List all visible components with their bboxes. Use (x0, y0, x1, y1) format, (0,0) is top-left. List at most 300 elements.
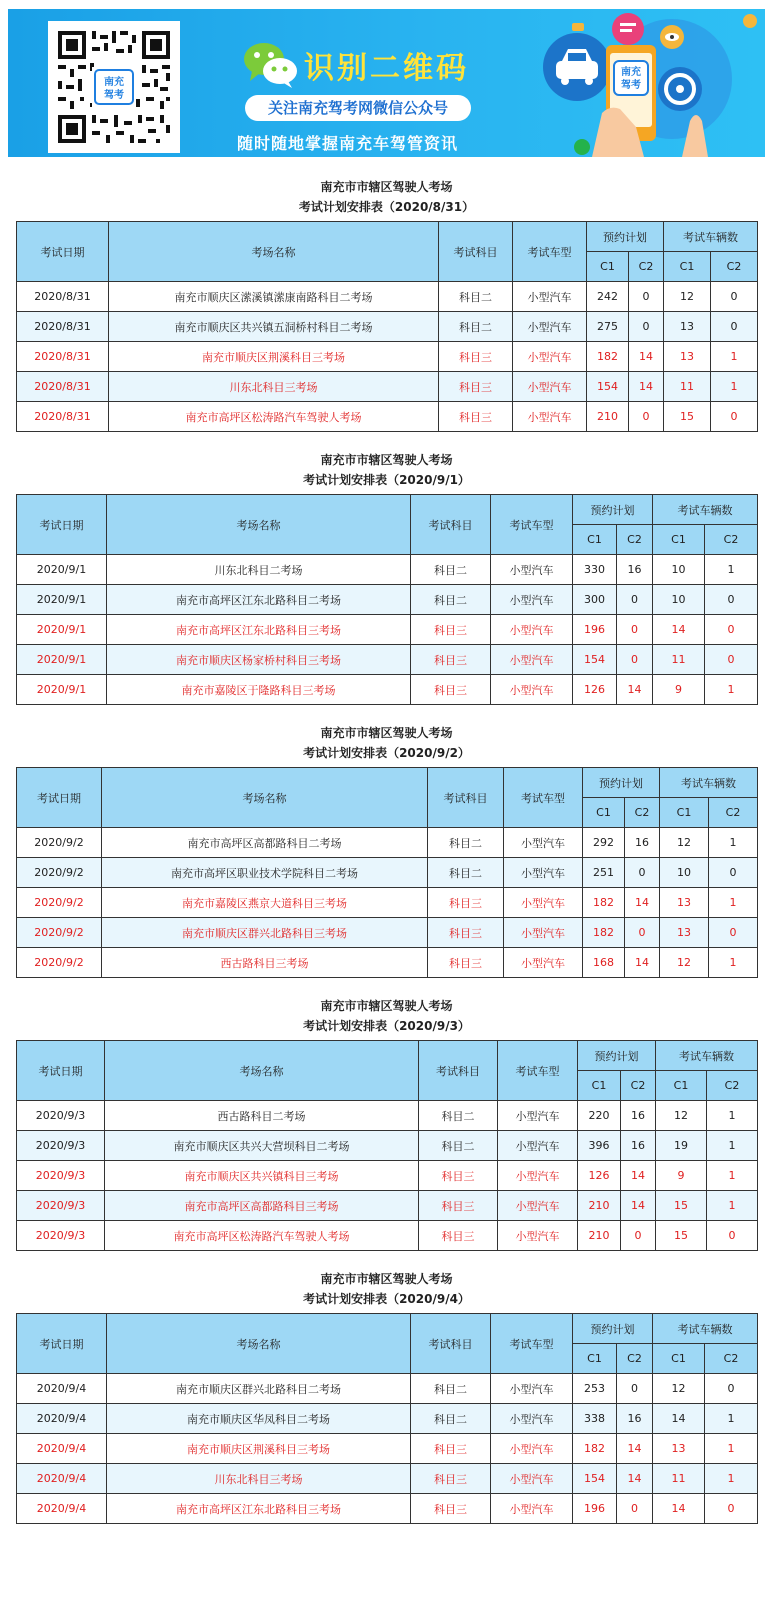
cell-plan-c2: 16 (621, 1131, 656, 1161)
cell-subject: 科目二 (411, 555, 491, 585)
table-row (17, 1494, 758, 1524)
cell-plan-c2: 16 (617, 555, 653, 585)
cell-vehicle: 小型汽车 (504, 828, 583, 858)
table-row (17, 888, 758, 918)
cell-date: 2020/9/1 (17, 555, 107, 585)
header-vehicle: 考试车型 (498, 1041, 578, 1101)
header-plan-c2: C2 (625, 798, 660, 828)
header-date: 考试日期 (17, 1041, 105, 1101)
cell-cars-c2: 1 (705, 1434, 758, 1464)
section-title-main: 南充市市辖区驾驶人考场 (320, 180, 453, 194)
section-title-main: 南充市市辖区驾驶人考场 (320, 453, 453, 467)
header-plan-c1: C1 (573, 1344, 617, 1374)
cell-plan-c1: 275 (587, 312, 629, 342)
cell-venue: 川东北科目三考场 (107, 1464, 411, 1494)
header-venue: 考场名称 (107, 495, 411, 555)
table-row (17, 1221, 758, 1251)
phone-illustration (532, 9, 765, 157)
cell-plan-c2: 14 (617, 1464, 653, 1494)
header-cars: 考试车辆数 (653, 495, 758, 525)
cell-vehicle: 小型汽车 (491, 615, 573, 645)
schedule-table (16, 767, 758, 978)
header-subject: 考试科目 (411, 1314, 491, 1374)
table-row (17, 312, 758, 342)
table-body (17, 828, 758, 978)
cell-date: 2020/8/31 (17, 402, 109, 432)
header-cars-c1: C1 (660, 798, 709, 828)
cell-date: 2020/9/2 (17, 858, 102, 888)
cell-date: 2020/9/2 (17, 918, 102, 948)
cell-subject: 科目二 (411, 585, 491, 615)
cell-plan-c1: 154 (573, 1464, 617, 1494)
table-body (17, 1374, 758, 1524)
cell-cars-c2: 0 (711, 282, 758, 312)
cell-cars-c2: 1 (709, 828, 758, 858)
schedule-section (8, 996, 765, 1251)
cell-plan-c1: 126 (578, 1161, 621, 1191)
cell-date: 2020/9/1 (17, 615, 107, 645)
cell-plan-c2: 0 (617, 615, 653, 645)
cell-cars-c1: 11 (653, 1464, 705, 1494)
cell-venue: 川东北科目二考场 (107, 555, 411, 585)
schedule-section (8, 450, 765, 705)
cell-subject: 科目二 (439, 312, 513, 342)
schedule-section (8, 177, 765, 432)
cell-plan-c2: 0 (617, 1374, 653, 1404)
cell-cars-c1: 12 (660, 828, 709, 858)
cell-plan-c2: 0 (617, 1494, 653, 1524)
cell-date: 2020/9/3 (17, 1101, 105, 1131)
header-date: 考试日期 (17, 768, 102, 828)
cell-plan-c1: 196 (573, 615, 617, 645)
cell-subject: 科目三 (411, 675, 491, 705)
cell-cars-c1: 12 (664, 282, 711, 312)
cell-cars-c1: 10 (660, 858, 709, 888)
cell-cars-c2: 0 (705, 1494, 758, 1524)
cell-venue: 南充市高坪区江东北路科目三考场 (107, 1494, 411, 1524)
table-row (17, 1464, 758, 1494)
table-body (17, 555, 758, 705)
header-plan-c1: C1 (587, 252, 629, 282)
cell-subject: 科目二 (419, 1101, 498, 1131)
cell-venue: 南充市高坪区江东北路科目三考场 (107, 615, 411, 645)
cell-plan-c1: 182 (583, 918, 625, 948)
header-plan-c2: C2 (621, 1071, 656, 1101)
cell-cars-c2: 1 (707, 1101, 758, 1131)
cell-vehicle: 小型汽车 (498, 1131, 578, 1161)
cell-venue: 南充市顺庆区荆溪科目三考场 (107, 1434, 411, 1464)
cell-plan-c1: 396 (578, 1131, 621, 1161)
cell-cars-c1: 12 (653, 1374, 705, 1404)
cell-vehicle: 小型汽车 (504, 858, 583, 888)
header-date: 考试日期 (17, 222, 109, 282)
cell-plan-c1: 253 (573, 1374, 617, 1404)
cell-cars-c2: 0 (711, 312, 758, 342)
cell-subject: 科目二 (428, 828, 504, 858)
cell-cars-c1: 9 (653, 675, 705, 705)
cell-plan-c2: 0 (629, 312, 664, 342)
header-plan: 预约计划 (573, 495, 653, 525)
cell-date: 2020/9/1 (17, 675, 107, 705)
schedule-table (16, 1313, 758, 1524)
cell-cars-c1: 9 (656, 1161, 707, 1191)
wechat-icon (242, 39, 300, 93)
cell-cars-c1: 11 (664, 372, 711, 402)
eye-icon (660, 25, 684, 49)
cell-cars-c2: 0 (705, 585, 758, 615)
schedule-table (16, 494, 758, 705)
cell-plan-c2: 0 (625, 858, 660, 888)
cell-venue: 南充市嘉陵区于隆路科目三考场 (107, 675, 411, 705)
table-row (17, 1131, 758, 1161)
cell-date: 2020/9/3 (17, 1191, 105, 1221)
cell-plan-c2: 14 (629, 372, 664, 402)
cell-venue: 南充市顺庆区共兴镇科目三考场 (105, 1161, 419, 1191)
cell-date: 2020/8/31 (17, 312, 109, 342)
cell-vehicle: 小型汽车 (498, 1221, 578, 1251)
cell-venue: 南充市高坪区松涛路汽车驾驶人考场 (109, 402, 439, 432)
qr-brand-line2: 驾考 (104, 90, 124, 101)
cell-date: 2020/9/4 (17, 1374, 107, 1404)
cell-subject: 科目三 (419, 1161, 498, 1191)
table-row (17, 615, 758, 645)
table-row (17, 1374, 758, 1404)
section-title-sub: 考试计划安排表（2020/9/3） (303, 1019, 470, 1033)
cell-plan-c1: 182 (573, 1434, 617, 1464)
table-row (17, 282, 758, 312)
cell-plan-c2: 16 (621, 1101, 656, 1131)
table-row (17, 372, 758, 402)
cell-cars-c2: 1 (709, 888, 758, 918)
cell-date: 2020/9/2 (17, 948, 102, 978)
table-row (17, 828, 758, 858)
cell-plan-c2: 16 (625, 828, 660, 858)
header-plan-c1: C1 (583, 798, 625, 828)
cell-cars-c2: 0 (707, 1221, 758, 1251)
cell-plan-c2: 14 (625, 948, 660, 978)
cell-plan-c1: 154 (573, 645, 617, 675)
header-vehicle: 考试车型 (491, 495, 573, 555)
cell-date: 2020/8/31 (17, 372, 109, 402)
cell-vehicle: 小型汽车 (513, 282, 587, 312)
cell-venue: 南充市顺庆区杨家桥村科目三考场 (107, 645, 411, 675)
cell-subject: 科目二 (411, 1404, 491, 1434)
cell-cars-c1: 12 (660, 948, 709, 978)
cell-cars-c2: 1 (705, 1464, 758, 1494)
header-cars-c1: C1 (664, 252, 711, 282)
schedule-section (8, 1269, 765, 1524)
header-cars-c1: C1 (653, 1344, 705, 1374)
cell-subject: 科目三 (411, 1434, 491, 1464)
cell-venue: 南充市顺庆区群兴北路科目三考场 (102, 918, 428, 948)
section-title-sub: 考试计划安排表（2020/8/31） (298, 200, 475, 214)
cell-vehicle: 小型汽车 (504, 888, 583, 918)
cell-plan-c1: 210 (578, 1191, 621, 1221)
cell-plan-c2: 14 (629, 342, 664, 372)
cell-cars-c2: 1 (705, 1404, 758, 1434)
cell-date: 2020/9/2 (17, 828, 102, 858)
header-plan-c2: C2 (617, 525, 653, 555)
qr-code[interactable] (48, 21, 180, 153)
header-cars-c2: C2 (705, 525, 758, 555)
header-venue: 考场名称 (107, 1314, 411, 1374)
header-cars: 考试车辆数 (664, 222, 758, 252)
wechat-banner (8, 9, 765, 157)
chat-icon (612, 13, 644, 45)
cell-date: 2020/9/2 (17, 888, 102, 918)
cell-subject: 科目二 (411, 1374, 491, 1404)
header-plan-c1: C1 (578, 1071, 621, 1101)
header-subject: 考试科目 (411, 495, 491, 555)
cell-plan-c1: 242 (587, 282, 629, 312)
table-row (17, 675, 758, 705)
cell-cars-c1: 14 (653, 1404, 705, 1434)
table-row (17, 402, 758, 432)
cell-plan-c2: 0 (629, 282, 664, 312)
cell-cars-c2: 0 (705, 1374, 758, 1404)
cell-plan-c1: 126 (573, 675, 617, 705)
header-plan: 预约计划 (587, 222, 664, 252)
cell-venue: 川东北科目三考场 (109, 372, 439, 402)
cell-vehicle: 小型汽车 (491, 675, 573, 705)
cell-date: 2020/9/1 (17, 645, 107, 675)
cell-subject: 科目三 (411, 615, 491, 645)
cell-cars-c1: 13 (660, 888, 709, 918)
cell-cars-c1: 13 (664, 342, 711, 372)
cell-venue: 南充市嘉陵区燕京大道科目三考场 (102, 888, 428, 918)
header-vehicle: 考试车型 (491, 1314, 573, 1374)
cell-vehicle: 小型汽车 (513, 342, 587, 372)
table-row (17, 1161, 758, 1191)
cell-cars-c2: 1 (707, 1131, 758, 1161)
cell-subject: 科目三 (439, 342, 513, 372)
cell-plan-c2: 14 (621, 1161, 656, 1191)
section-title-main: 南充市市辖区驾驶人考场 (320, 999, 453, 1013)
banner-title: 识别二维码 (304, 51, 469, 86)
header-cars-c1: C1 (653, 525, 705, 555)
cell-cars-c2: 1 (707, 1161, 758, 1191)
cell-cars-c1: 12 (656, 1101, 707, 1131)
cell-vehicle: 小型汽车 (498, 1101, 578, 1131)
cell-plan-c2: 0 (617, 645, 653, 675)
cell-plan-c1: 210 (578, 1221, 621, 1251)
cell-subject: 科目二 (428, 858, 504, 888)
cell-venue: 南充市顺庆区华凤科目二考场 (107, 1404, 411, 1434)
cell-cars-c2: 1 (705, 675, 758, 705)
cell-plan-c1: 196 (573, 1494, 617, 1524)
table-row (17, 858, 758, 888)
cell-subject: 科目三 (411, 1464, 491, 1494)
table-row (17, 918, 758, 948)
cell-subject: 科目三 (439, 372, 513, 402)
cell-vehicle: 小型汽车 (491, 1494, 573, 1524)
section-title-main: 南充市市辖区驾驶人考场 (320, 726, 453, 740)
cell-vehicle: 小型汽车 (491, 1434, 573, 1464)
cell-cars-c2: 0 (705, 645, 758, 675)
cell-venue: 南充市高坪区江东北路科目二考场 (107, 585, 411, 615)
cell-date: 2020/9/3 (17, 1221, 105, 1251)
header-vehicle: 考试车型 (504, 768, 583, 828)
cell-vehicle: 小型汽车 (491, 555, 573, 585)
table-body (17, 282, 758, 432)
cell-cars-c1: 15 (656, 1191, 707, 1221)
table-row (17, 645, 758, 675)
schedule-table (16, 1040, 758, 1251)
cell-date: 2020/8/31 (17, 282, 109, 312)
table-row (17, 1434, 758, 1464)
cell-vehicle: 小型汽车 (498, 1191, 578, 1221)
cell-vehicle: 小型汽车 (491, 1404, 573, 1434)
cell-vehicle: 小型汽车 (504, 918, 583, 948)
cell-vehicle: 小型汽车 (513, 372, 587, 402)
cell-cars-c1: 15 (664, 402, 711, 432)
header-vehicle: 考试车型 (513, 222, 587, 282)
cell-date: 2020/9/4 (17, 1404, 107, 1434)
cell-plan-c2: 0 (617, 585, 653, 615)
cell-plan-c1: 210 (587, 402, 629, 432)
phone-brand-line1: 南充 (621, 67, 641, 78)
cell-cars-c1: 19 (656, 1131, 707, 1161)
table-body (17, 1101, 758, 1251)
cell-cars-c2: 0 (711, 402, 758, 432)
cell-cars-c1: 13 (653, 1434, 705, 1464)
cell-cars-c2: 0 (709, 918, 758, 948)
cell-plan-c2: 14 (617, 675, 653, 705)
header-cars-c1: C1 (656, 1071, 707, 1101)
table-row (17, 1191, 758, 1221)
cell-date: 2020/9/4 (17, 1434, 107, 1464)
cell-plan-c1: 292 (583, 828, 625, 858)
header-cars: 考试车辆数 (660, 768, 758, 798)
cell-plan-c1: 154 (587, 372, 629, 402)
cell-vehicle: 小型汽车 (491, 585, 573, 615)
cell-plan-c1: 300 (573, 585, 617, 615)
header-venue: 考场名称 (102, 768, 428, 828)
header-plan-c2: C2 (617, 1344, 653, 1374)
cell-cars-c2: 1 (709, 948, 758, 978)
cell-cars-c1: 13 (660, 918, 709, 948)
cell-cars-c2: 1 (707, 1191, 758, 1221)
cell-cars-c2: 1 (705, 555, 758, 585)
section-title-sub: 考试计划安排表（2020/9/1） (303, 473, 470, 487)
cell-plan-c1: 182 (587, 342, 629, 372)
table-row (17, 948, 758, 978)
cell-plan-c1: 182 (583, 888, 625, 918)
cell-venue: 南充市顺庆区共兴大营坝科目二考场 (105, 1131, 419, 1161)
cell-plan-c1: 251 (583, 858, 625, 888)
cell-plan-c1: 220 (578, 1101, 621, 1131)
cell-vehicle: 小型汽车 (513, 402, 587, 432)
cell-plan-c1: 168 (583, 948, 625, 978)
cell-subject: 科目三 (428, 888, 504, 918)
header-plan: 预约计划 (583, 768, 660, 798)
section-title-main: 南充市市辖区驾驶人考场 (320, 1272, 453, 1286)
cell-date: 2020/9/3 (17, 1131, 105, 1161)
cell-venue: 南充市高坪区高都路科目三考场 (105, 1191, 419, 1221)
header-cars: 考试车辆数 (653, 1314, 758, 1344)
cell-plan-c2: 0 (621, 1221, 656, 1251)
cell-plan-c2: 14 (621, 1191, 656, 1221)
cell-vehicle: 小型汽车 (513, 312, 587, 342)
cell-venue: 西古路科目三考场 (102, 948, 428, 978)
header-date: 考试日期 (17, 1314, 107, 1374)
cell-date: 2020/9/1 (17, 585, 107, 615)
header-subject: 考试科目 (428, 768, 504, 828)
cell-cars-c1: 14 (653, 1494, 705, 1524)
cell-subject: 科目二 (419, 1131, 498, 1161)
header-venue: 考场名称 (105, 1041, 419, 1101)
cell-cars-c1: 10 (653, 585, 705, 615)
header-plan: 预约计划 (573, 1314, 653, 1344)
banner-pill: 关注南充驾考网微信公众号 (245, 95, 471, 121)
cell-vehicle: 小型汽车 (498, 1161, 578, 1191)
cell-venue: 南充市顺庆区潆溪镇潆康南路科目二考场 (109, 282, 439, 312)
header-cars: 考试车辆数 (656, 1041, 758, 1071)
header-plan: 预约计划 (578, 1041, 656, 1071)
cell-cars-c1: 11 (653, 645, 705, 675)
cell-venue: 南充市高坪区高都路科目二考场 (102, 828, 428, 858)
cell-venue: 南充市高坪区松涛路汽车驾驶人考场 (105, 1221, 419, 1251)
cell-cars-c2: 1 (711, 372, 758, 402)
cell-vehicle: 小型汽车 (504, 948, 583, 978)
cell-vehicle: 小型汽车 (491, 1374, 573, 1404)
section-title-sub: 考试计划安排表（2020/9/4） (303, 1292, 470, 1306)
cell-venue: 南充市高坪区职业技术学院科目二考场 (102, 858, 428, 888)
cell-venue: 西古路科目二考场 (105, 1101, 419, 1131)
cell-plan-c2: 14 (617, 1434, 653, 1464)
phone-brand-line2: 驾考 (621, 80, 641, 91)
header-cars-c2: C2 (711, 252, 758, 282)
cell-subject: 科目二 (439, 282, 513, 312)
cell-cars-c1: 13 (664, 312, 711, 342)
cell-plan-c2: 0 (629, 402, 664, 432)
cell-plan-c2: 0 (625, 918, 660, 948)
cell-cars-c2: 0 (709, 858, 758, 888)
cell-date: 2020/9/4 (17, 1494, 107, 1524)
cell-plan-c2: 16 (617, 1404, 653, 1434)
cell-venue: 南充市顺庆区共兴镇五洞桥村科目二考场 (109, 312, 439, 342)
cell-subject: 科目三 (428, 948, 504, 978)
table-row (17, 1101, 758, 1131)
header-plan-c2: C2 (629, 252, 664, 282)
cell-plan-c2: 14 (625, 888, 660, 918)
steering-wheel-icon (658, 67, 702, 111)
header-venue: 考场名称 (109, 222, 439, 282)
cell-plan-c1: 330 (573, 555, 617, 585)
cell-cars-c1: 10 (653, 555, 705, 585)
banner-subtitle: 随时随地掌握南充车驾管资讯 (237, 134, 459, 153)
cell-date: 2020/9/3 (17, 1161, 105, 1191)
header-cars-c2: C2 (705, 1344, 758, 1374)
table-row (17, 585, 758, 615)
header-date: 考试日期 (17, 495, 107, 555)
cell-cars-c1: 15 (656, 1221, 707, 1251)
cell-venue: 南充市顺庆区群兴北路科目二考场 (107, 1374, 411, 1404)
header-subject: 考试科目 (419, 1041, 498, 1101)
cell-cars-c1: 14 (653, 615, 705, 645)
table-row (17, 555, 758, 585)
table-row (17, 342, 758, 372)
schedule-section (8, 723, 765, 978)
cell-subject: 科目三 (419, 1221, 498, 1251)
cell-subject: 科目三 (419, 1191, 498, 1221)
cell-plan-c1: 338 (573, 1404, 617, 1434)
cell-vehicle: 小型汽车 (491, 645, 573, 675)
qr-brand-line1: 南充 (104, 77, 124, 88)
section-title-sub: 考试计划安排表（2020/9/2） (303, 746, 470, 760)
header-cars-c2: C2 (709, 798, 758, 828)
cell-subject: 科目三 (411, 645, 491, 675)
